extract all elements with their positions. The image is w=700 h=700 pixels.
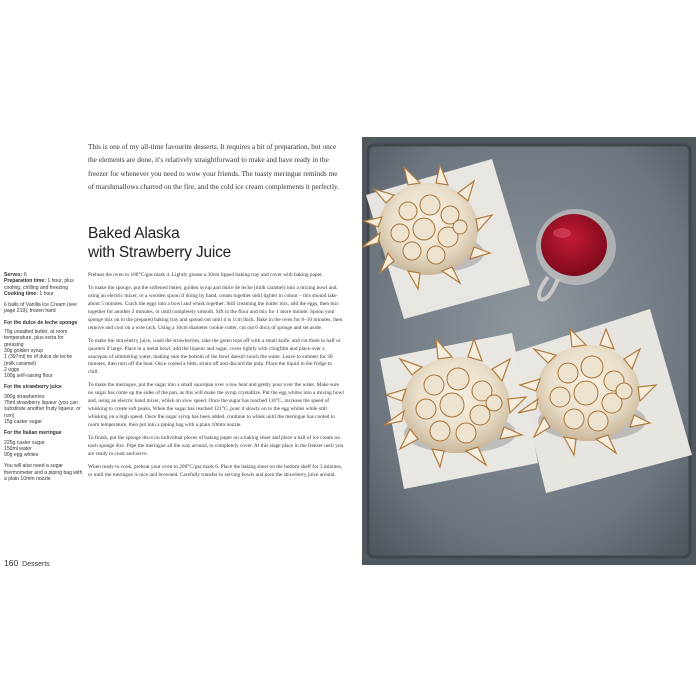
juice-highlight bbox=[553, 228, 571, 238]
ingredient-item: 30g golden syrup bbox=[4, 347, 44, 354]
prep-time-value: 1 hour, plus cooling, chilling and freezing bbox=[4, 278, 74, 291]
section-name: Desserts bbox=[22, 561, 50, 568]
serves-label: Serves: bbox=[4, 272, 23, 278]
recipe-title bbox=[88, 224, 342, 262]
method-paragraph: To make the meringue, put the sugar into a small saucepan over a low heat and gently pour over the water. Make sure no sugar has come up the sides of the pan, as this will make the syrup crystallize. Put the egg whites into a mixing bowl and, using an electric hand mixer, whisk on slow speed. Once the sugar has reached 116°C, increase the speed of whisking to create soft peaks. When the sugar has reached 121°C, pour it slowly on to the egg whites while still whisking on a high speed. Once the sugar syrup has been added, continue to whisk until the meringue has cooled to room temperature, then put into a piping bag with a plain 10mm nozzle. bbox=[88, 382, 344, 428]
cook-time-value: 1 hour bbox=[39, 290, 54, 297]
method-paragraph: Preheat the oven to 180°C/gas mark 4. Lightly grease a 30cm lipped baking tray and cover with baking paper. bbox=[88, 272, 323, 278]
ingredient-item: 100g self-raising flour bbox=[4, 373, 53, 380]
prep-time-label: Preparation time: bbox=[4, 278, 46, 285]
ingredient-item: 225g caster sugar bbox=[4, 439, 45, 446]
prep-time-line bbox=[4, 278, 84, 291]
ingredient-item: 75g unsalted butter, at room temperature, plus extra for greasing bbox=[4, 329, 68, 348]
sponge-heading: For the dulce de leche sponge bbox=[4, 319, 78, 326]
intro-paragraph: This is one of my all-time favourite desserts. It requires a bit of preparation, but once the elements are done, it's relatively straightforward to make and have ready in the freezer for whenever you need to wow your friends. The toasty meringue reminds me of marshmallows charred on the fire, and the cold ice cream complements it perfectly. bbox=[88, 142, 339, 192]
method-paragraph: To finish, put the sponge discs on individual pieces of baking paper on a baking sheet and place a ball of ice cream on each sponge disc. Pipe the meringue all the way around, to completely cover. At this stage place in the freezer until you are ready to cook and serve. bbox=[88, 435, 344, 457]
ingredient-item: 1 (397ml) tin of dulce de leche (milk caramel) bbox=[4, 354, 73, 367]
ingredient-item: 150ml water bbox=[4, 445, 32, 452]
ingredients-sidebar bbox=[4, 272, 84, 482]
baked-alaska-photo bbox=[362, 137, 696, 565]
juice-heading: For the strawberry juice bbox=[4, 384, 62, 391]
method-paragraph: To make the strawberry juice, wash the strawberries, take the green tops off with a small knife, and cut them in half or quarters if large. Place in a metal bowl, add the liqueur and sugar, cover tightly with clingfilm and place over a saucepan of simmering water, making sure the bottom of the bowl doesn't touch the water. Leave to simmer for 30 minutes, then turn off the heat. Once cooled a little, strain off and discard the pulp. Place the liquid in the fridge to chill. bbox=[88, 337, 341, 376]
method-paragraph: When ready to cook, preheat your oven to 200°C/gas mark 6. Place the baking sheet on the bottom shelf for 3 minutes, or until the meringue is nice and browned. Carefully transfer to serving bowls and pour the strawberry juice around. bbox=[88, 463, 343, 478]
ingredient-item: 300g strawberries bbox=[4, 393, 45, 400]
method-paragraph: To make the sponge, put the softened butter, golden syrup and dulce de leche (milk caramel) into a mixing bowl and, using an electric mixer, or a wooden spoon if doing by hand, cream together until lighter in colour – this should take about 5 minutes. Crack the eggs into a bowl and whisk together. Still creaming the butter mix, add the eggs, then mix together for another 2 minutes, or until completely smooth. Sift in the flour and mix for 1 more minute. Spoon your sponge mix on to the prepared baking tray and spread out until it is 1cm thick. Bake in the oven for 8–10 minutes, then remove and cool on a wire rack. Using a 10cm diameter cookie cutter, cut out 6 discs of sponge and set aside. bbox=[88, 285, 343, 331]
ingredient-item: 2 eggs bbox=[4, 366, 20, 373]
strawberry-juice bbox=[541, 214, 607, 276]
ingredient-item: 15g caster sugar bbox=[4, 418, 42, 425]
ingredient-item: 90g egg whites bbox=[4, 452, 39, 459]
recipe-title-line2: with Strawberry Juice bbox=[88, 244, 232, 261]
ice-cream-ingredient: 6 balls of Vanilla Ice Cream (see page 219), frozen hard bbox=[4, 302, 77, 315]
page-footer bbox=[4, 558, 50, 568]
equipment-note: You will also need a sugar thermometer and a piping bag with a plain 10mm nozzle bbox=[4, 463, 83, 483]
meringue-heading: For the Italian meringue bbox=[4, 430, 62, 437]
serves-value: 6 bbox=[23, 272, 27, 278]
method-text bbox=[88, 272, 344, 485]
recipe-title-line1: Baked Alaska bbox=[88, 225, 180, 242]
ingredient-item: 75ml strawberry liqueur (you can substitute another fruity liqueur, or rum) bbox=[4, 400, 81, 419]
page-number: 160 bbox=[4, 558, 19, 568]
cook-time-label: Cooking time: bbox=[4, 290, 38, 297]
